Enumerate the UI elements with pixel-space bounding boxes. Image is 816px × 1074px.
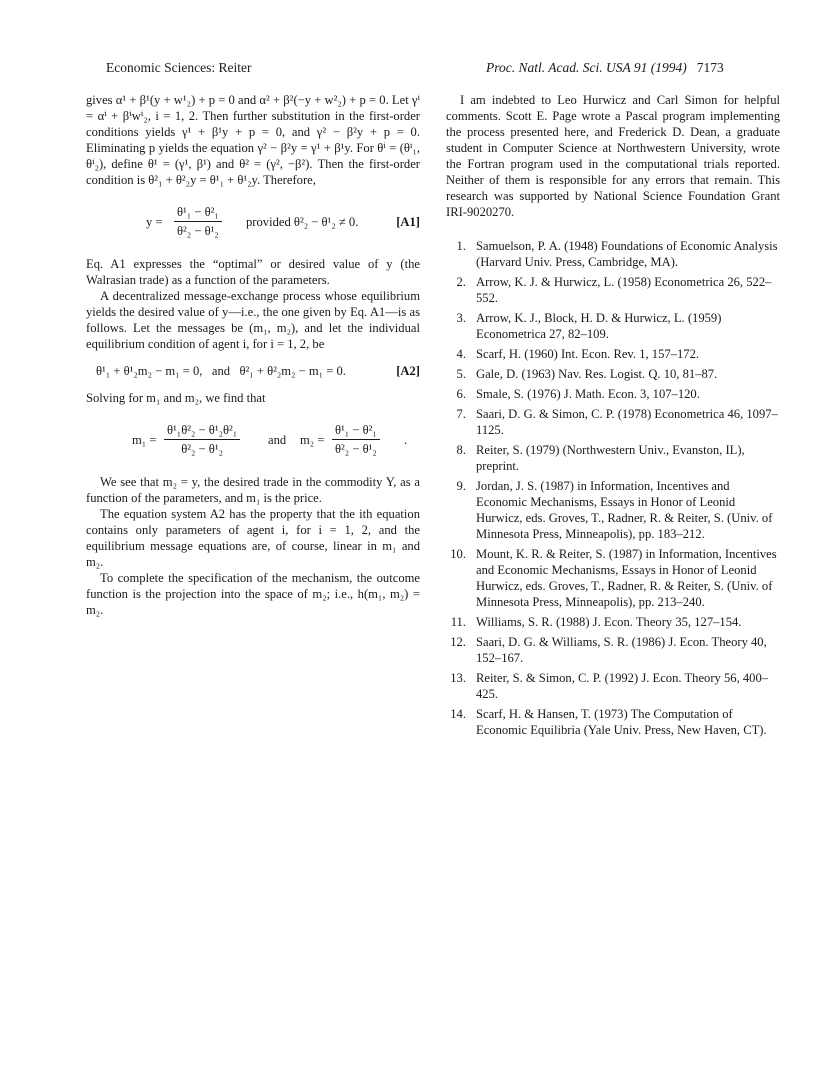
reference-item: 4. Scarf, H. (1960) Int. Econ. Rev. 1, 157–172.	[456, 347, 700, 361]
paragraph-3: A decentralized message-exchange process whose equilibrium yields the desired value of y—i.e., the one given by Eq. A1—is as follows. Let the messages be (m₁, m₂), and let the individual equilibrium condition of agent i, for i = 1, 2, be	[86, 289, 420, 351]
reference-item: 9. Jordan, J. S. (1987) in Information, Incentives and Economic Mechanisms, Essays in Honor of Leonid Hurwicz, eds. Groves, T., Radner, R. & Reiter, S. (Univ. of Minnesota Press, Minneapolis), pp. 183–212.	[456, 479, 773, 541]
reference-item: 8. Reiter, S. (1979) (Northwestern Univ., Evanston, IL), preprint.	[456, 443, 745, 473]
paragraph-7: To complete the specification of the mechanism, the outcome function is the projection into the space of m₂; i.e., h(m₁, m₂) = m₂.	[86, 571, 420, 617]
eq-a1-fraction	[174, 204, 222, 239]
paragraph-4: Solving for m₁ and m₂, we find that	[86, 391, 266, 405]
reference-list	[446, 238, 780, 738]
reference-item: 2. Arrow, K. J. & Hurwicz, L. (1958) Econometrica 26, 522–552.	[456, 275, 772, 305]
eq-a1-numerator: θ¹₁ − θ²₁	[174, 204, 222, 222]
paragraph-1: gives α¹ + β¹(y + w¹₂) + p = 0 and α² + β²(−y + w²₂) + p = 0. Let γⁱ = αⁱ + βⁱwⁱ₂, i = 1, 2. Then further substitution in the first-order conditions yields γ¹ + β¹y + p = 0, and γ² − β²y + p = 0. Eliminating p yields the equation γ² − β²y = γ¹ + β¹y. For θⁱ = (θⁱ₁, θⁱ₂), define θ¹ = (γ¹, β¹) and θ² = (γ², −β²). Then the first-order condition is θ²₁ + θ²₂y = θ¹₁ + θ¹₂y. Therefore,	[86, 93, 420, 187]
equation-m	[86, 416, 420, 464]
reference-item: 12. Saari, D. G. & Williams, S. R. (1986) J. Econ. Theory 40, 152–167.	[450, 635, 767, 665]
running-header-right	[486, 60, 724, 76]
paragraph-6: The equation system A2 has the property that the ith equation contains only parameters of agent i, for i = 1, 2, and the equilibrium message equations are, of course, linear in m₁ and m₂.	[86, 507, 420, 569]
journal-citation: Proc. Natl. Acad. Sci. USA 91 (1994)	[486, 60, 687, 75]
eq-m1-numerator: θ¹₁θ²₂ − θ¹₂θ²₁	[164, 422, 240, 440]
right-column	[446, 92, 780, 742]
eq-a2-label: [A2]	[396, 364, 420, 378]
eq-a1-lhs: y =	[146, 215, 163, 229]
eq-m2-lhs: m₂ =	[300, 433, 325, 447]
eq-a1-denominator: θ²₂ − θ¹₂	[177, 224, 219, 238]
left-column	[86, 92, 420, 618]
eq-a2-body: θ¹₁ + θ¹₂m₂ − m₁ = 0, and θ²₁ + θ²₂m₂ − m₁ = 0.	[96, 364, 346, 378]
reference-item: 3. Arrow, K. J., Block, H. D. & Hurwicz, L. (1959) Econometrica 27, 82–109.	[456, 311, 722, 341]
acknowledgments: I am indebted to Leo Hurwicz and Carl Simon for helpful comments. Scott E. Page wrote a Pascal program implementing the process presented here, and Frederick D. Dean, a graduate student in Computer Science at Northwestern University, wrote the Fortran program used in the computational trials reported. Neither of them is responsible for any errors that remain. This research was supported by National Science Foundation Grant IRI-9020270.	[446, 93, 780, 219]
reference-item: 10. Mount, K. R. & Reiter, S. (1987) in Information, Incentives and Economic Mechanisms, Essays in Honor of Leonid Hurwicz, eds. Groves, T., Radner, R. & Reiter, S. (Univ. of Minnesota Press, Minneapolis), pp. 213–240.	[450, 547, 777, 609]
eq-m2-denominator: θ²₂ − θ¹₂	[335, 442, 377, 456]
eq-m1-fraction	[164, 422, 240, 457]
reference-item: 14. Scarf, H. & Hansen, T. (1973) The Computation of Economic Equilibria (Yale Univ. Press, New Haven, CT).	[450, 707, 767, 737]
reference-item: 7. Saari, D. G. & Simon, C. P. (1978) Econometrica 46, 1097–1125.	[456, 407, 778, 437]
eq-a1-label: [A1]	[396, 215, 420, 229]
eq-a1-condition: provided θ²₂ − θ¹₂ ≠ 0.	[246, 215, 359, 229]
paragraph-5: We see that m₂ = y, the desired trade in the commodity Y, as a function of the parameters, and m₁ is the price.	[86, 475, 420, 505]
running-header-left: Economic Sciences: Reiter	[106, 60, 252, 75]
page-number: 7173	[696, 60, 724, 75]
eq-m2-fraction	[332, 422, 380, 457]
reference-item: 11. Williams, S. R. (1988) J. Econ. Theory 35, 127–154.	[450, 615, 742, 629]
reference-item: 13. Reiter, S. & Simon, C. P. (1992) J. Econ. Theory 56, 400–425.	[450, 671, 769, 701]
equation-a2	[86, 360, 420, 382]
equation-a1	[86, 198, 420, 246]
reference-item: 6. Smale, S. (1976) J. Math. Econ. 3, 107–120.	[456, 387, 700, 401]
reference-item: 1. Samuelson, P. A. (1948) Foundations of Economic Analysis (Harvard Univ. Press, Cambridge, MA).	[456, 239, 778, 269]
eq-m1-lhs: m₁ =	[132, 433, 157, 447]
eq-m1-denominator: θ²₂ − θ¹₂	[181, 442, 223, 456]
eq-m2-end: .	[404, 433, 408, 447]
eq-and: and	[268, 433, 287, 447]
reference-item: 5. Gale, D. (1963) Nav. Res. Logist. Q. 10, 81–87.	[456, 367, 718, 381]
paragraph-2: Eq. A1 expresses the “optimal” or desired value of y (the Walrasian trade) as a function of the parameters.	[86, 257, 420, 287]
eq-m2-numerator: θ¹₁ − θ²₁	[332, 422, 380, 440]
